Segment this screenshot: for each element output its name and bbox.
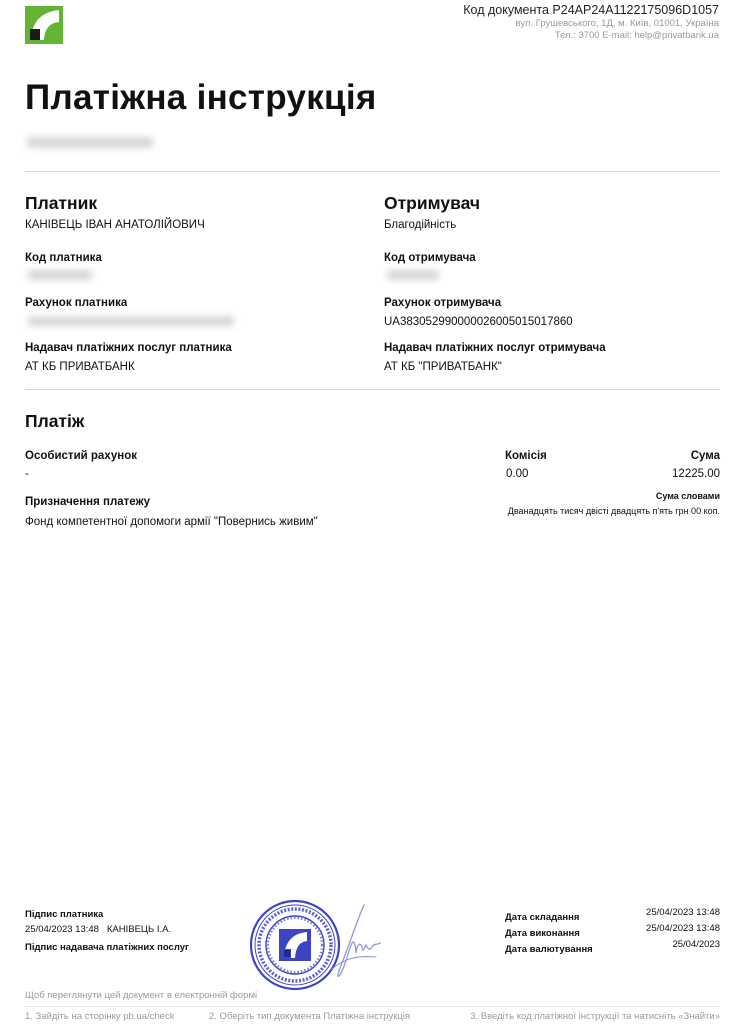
footer-intro: Щоб переглянути цей документ в електронній формі [25, 990, 258, 1001]
dates-table [505, 907, 720, 955]
date-label: Дата складання [505, 912, 580, 923]
sum-value: 12225.00 [672, 468, 720, 480]
personal-account-label: Особистий рахунок [25, 450, 137, 462]
commission-label: Комісія [505, 450, 547, 462]
page-title: Платіжна інструкція [25, 78, 377, 117]
handwritten-signature [326, 903, 384, 985]
footer-step: 1. Зайдіть на сторінку pb.ua/check [25, 1011, 175, 1022]
provider-signature-label: Підпис надавача платіжних послуг [25, 942, 189, 953]
payer-provider: АТ КБ ПРИВАТБАНК [25, 361, 135, 373]
payer-heading: Платник [25, 193, 98, 213]
document-header-info [463, 2, 719, 42]
date-value: 25/04/2023 13:48 [646, 907, 720, 918]
payer-signature-info [25, 924, 171, 935]
footer-step: 3. Введіть код платіжної інструкції та натисніть «Знайти» [470, 1011, 720, 1022]
date-label: Дата виконання [505, 928, 580, 939]
payment-heading: Платіж [25, 411, 85, 431]
payer-signature-label: Підпис платника [25, 909, 104, 920]
footer-step: 2. Оберіть тип документа Платіжна інструкція [209, 1011, 410, 1022]
sum-words-label: Сума словами [655, 491, 720, 501]
payer-name: КАНІВЕЦЬ ІВАН АНАТОЛІЙОВИЧ [25, 219, 205, 231]
recipient-provider: АТ КБ "ПРИВАТБАНК" [384, 361, 502, 373]
redacted-payer-account [28, 316, 234, 326]
sum-words-value: Дванадцять тисяч двісті двадцять п'ять грн 00 коп. [507, 506, 720, 516]
payer-account-label: Рахунок платника [25, 297, 128, 309]
date-row [505, 939, 720, 955]
redacted-recipient-code [387, 270, 439, 280]
payer-signature-name: КАНІВЕЦЬ І.А. [106, 924, 172, 935]
sum-label: Сума [690, 450, 720, 462]
purpose-label: Призначення платежу [25, 496, 151, 508]
footer-divider [25, 1006, 720, 1007]
commission-value: 0.00 [506, 468, 529, 480]
date-row [505, 923, 720, 939]
payer-code-label: Код платника [25, 252, 102, 264]
bank-address: вул. Грушевського, 1Д, м. Київ, 01001, Україна [515, 18, 719, 29]
bank-contacts: Тел.: 3700 E-mail: help@privatbank.ua [554, 30, 719, 41]
privatbank-logo [25, 6, 63, 44]
personal-account-value: - [25, 468, 29, 480]
date-value: 25/04/2023 13:48 [646, 923, 720, 934]
divider [25, 389, 720, 390]
redacted-payer-code [28, 270, 92, 280]
recipient-heading: Отримувач [384, 193, 481, 213]
date-value: 25/04/2023 [672, 939, 720, 950]
payer-signature-date: 25/04/2023 13:48 [25, 924, 99, 935]
purpose-value: Фонд компетентної допомоги армії "Повернись живим" [25, 516, 318, 528]
recipient-code-label: Код отримувача [384, 252, 476, 264]
date-row [505, 907, 720, 923]
divider [25, 171, 720, 172]
redacted-document-number [27, 137, 153, 148]
recipient-account: UA383052990000026005015017860 [384, 316, 573, 328]
document-code: Код документа P24AP24A1122175096D1057 [463, 3, 719, 17]
date-label: Дата валютування [505, 944, 593, 955]
recipient-account-label: Рахунок отримувача [384, 297, 502, 309]
recipient-provider-label: Надавач платіжних послуг отримувача [384, 342, 606, 354]
payer-provider-label: Надавач платіжних послуг платника [25, 342, 232, 354]
recipient-name: Благодійність [384, 219, 457, 231]
